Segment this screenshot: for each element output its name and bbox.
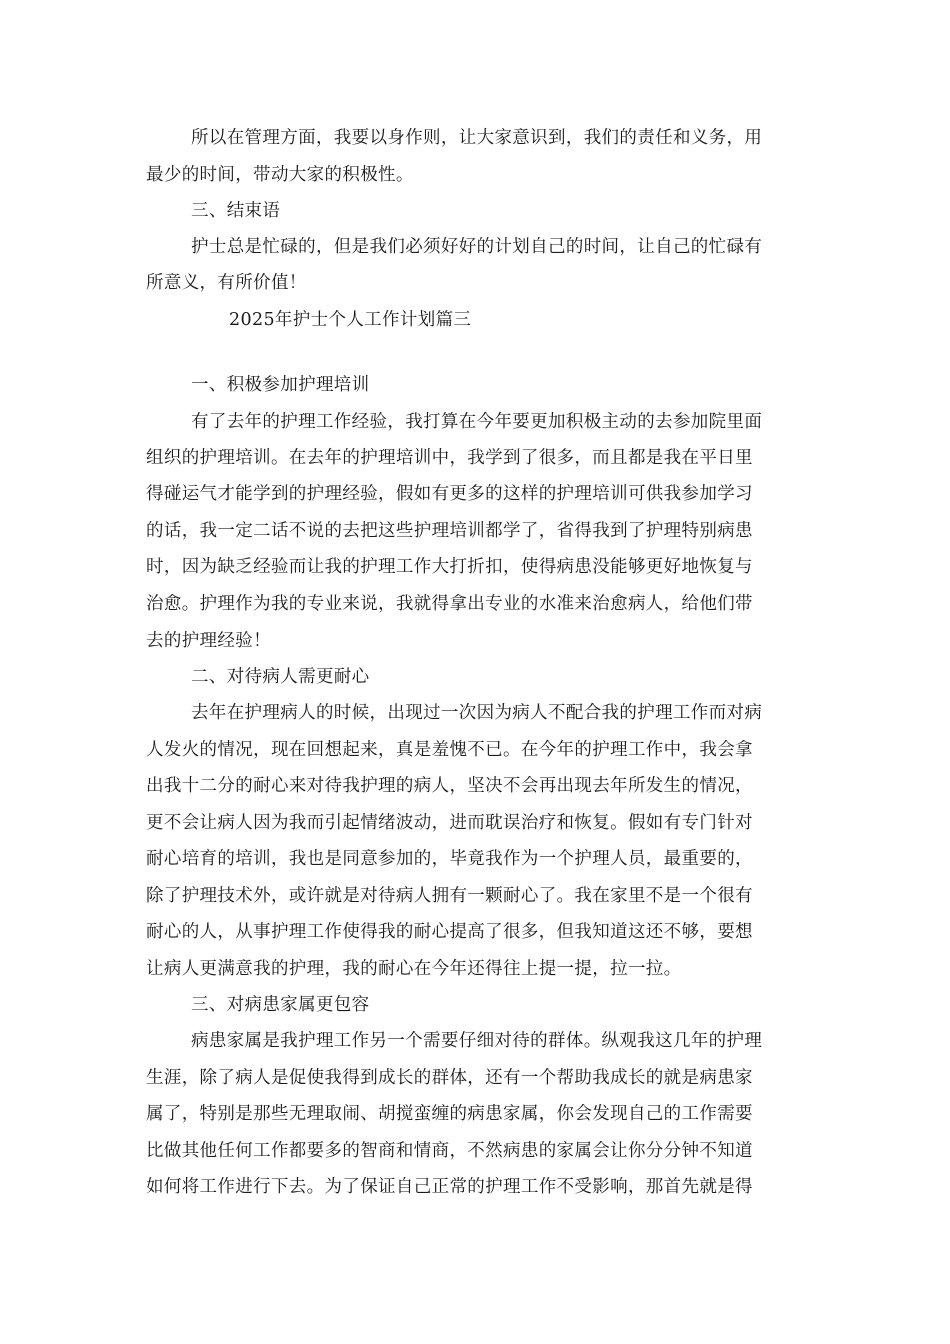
section-heading: 二、对待病人需更耐心: [191, 667, 370, 687]
paragraph-line: 耐心的人，从事护理工作使得我的耐心提高了很多，但我知道这还不够，要想: [146, 922, 753, 942]
paragraph-line: 生涯，除了病人是促使我得到成长的群体，还有一个帮助我成长的就是病患家: [146, 1068, 753, 1088]
paragraph-line: 病患家属是我护理工作另一个需要仔细对待的群体。纵观我这几年的护理: [191, 1031, 763, 1051]
paragraph-line: 所以在管理方面，我要以身作则，让大家意识到，我们的责任和义务，用: [191, 128, 763, 148]
paragraph-line: 比做其他任何工作都要多的智商和情商，不然病患的家属会让你分分钟不知道: [146, 1141, 753, 1161]
paragraph-line: 护士总是忙碌的，但是我们必须好好的计划自己的时间，让自己的忙碌有: [191, 237, 763, 257]
paragraph-line: 去的护理经验！: [146, 631, 271, 651]
paragraph-line: 治愈。护理作为我的专业来说，我就得拿出专业的水准来治愈病人，给他们带: [146, 594, 753, 614]
section-heading: 三、对病患家属更包容: [191, 995, 370, 1015]
document-title: 2025年护士个人工作计划篇三: [229, 310, 472, 330]
section-heading: 一、积极参加护理培训: [191, 375, 370, 395]
paragraph-line: 更不会让病人因为我而引起情绪波动，进而耽误治疗和恢复。假如有专门针对: [146, 813, 753, 833]
paragraph-line: 有了去年的护理工作经验，我打算在今年要更加积极主动的去参加院里面: [191, 412, 763, 432]
section-heading: 三、结束语: [191, 201, 281, 221]
paragraph-line: 最少的时间，带动大家的积极性。: [146, 165, 414, 185]
paragraph-line: 去年在护理病人的时候，出现过一次因为病人不配合我的护理工作而对病: [191, 703, 763, 723]
paragraph-line: 让病人更满意我的护理，我的耐心在今年还得往上提一提，拉一拉。: [146, 959, 682, 979]
paragraph-line: 得碰运气才能学到的护理经验，假如有更多的这样的护理培训可供我参加学习: [146, 484, 753, 504]
paragraph-line: 的话，我一定二话不说的去把这些护理培训都学了，省得我到了护理特别病患: [146, 521, 753, 541]
paragraph-line: 组织的护理培训。在去年的护理培训中，我学到了很多，而且都是我在平日里: [146, 448, 753, 468]
paragraph-line: 出我十二分的耐心来对待我护理的病人，坚决不会再出现去年所发生的情况，: [146, 776, 753, 796]
paragraph-line: 如何将工作进行下去。为了保证自己正常的护理工作不受影响，那首先就是得: [146, 1177, 753, 1197]
paragraph-line: 除了护理技术外，或许就是对待病人拥有一颗耐心了。我在家里不是一个很有: [146, 886, 753, 906]
paragraph-line: 所意义，有所价值！: [146, 273, 307, 293]
paragraph-line: 时，因为缺乏经验而让我的护理工作大打折扣，使得病患没能够更好地恢复与: [146, 557, 753, 577]
paragraph-line: 耐心培育的培训，我也是同意参加的，毕竟我作为一个护理人员，最重要的，: [146, 849, 753, 869]
paragraph-line: 属了，特别是那些无理取闹、胡搅蛮缠的病患家属，你会发现自己的工作需要: [146, 1104, 753, 1124]
paragraph-line: 人发火的情况，现在回想起来，真是羞愧不已。在今年的护理工作中，我会拿: [146, 740, 753, 760]
